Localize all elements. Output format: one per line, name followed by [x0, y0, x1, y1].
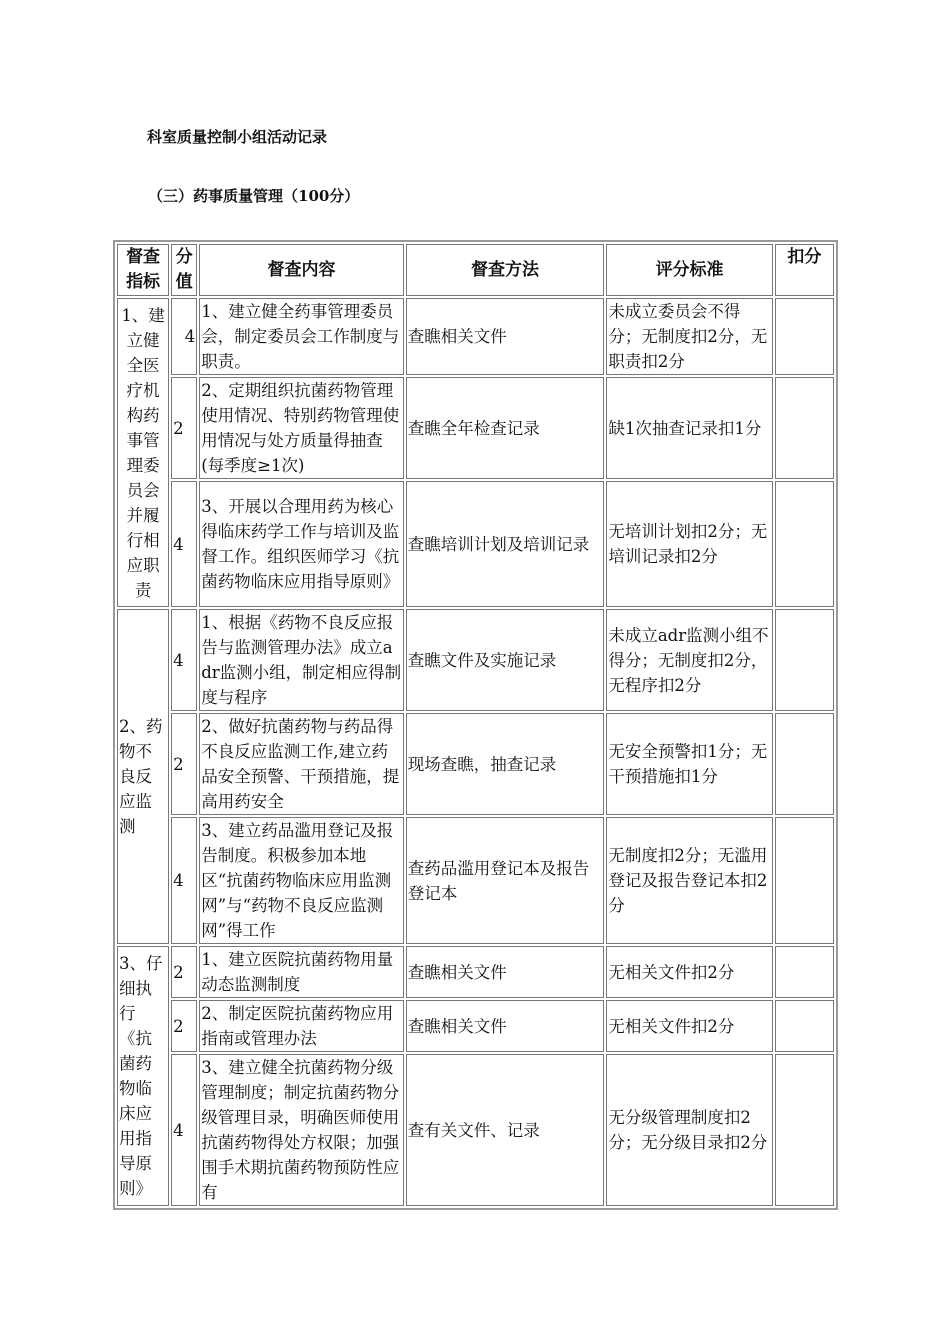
score-cell: 2 [171, 946, 197, 998]
indicator-cell: 3、仔细执行《抗菌药物临床应用指导原则》 [117, 946, 169, 1206]
method-cell: 查药品滥用登记本及报告登记本 [406, 817, 605, 944]
content-cell: 2、定期组织抗菌药物管理使用情况、特别药物管理使用情况与处方质量得抽查(每季度≥1次) [199, 377, 404, 479]
content-cell: 1、建立医院抗菌药物用量动态监测制度 [199, 946, 404, 998]
method-cell: 查瞧培训计划及培训记录 [406, 481, 605, 607]
indicator-cell: 1、建立健全医疗机构药事管理委员会并履行相应职责 [117, 298, 169, 607]
table-row [117, 481, 834, 607]
standard-cell: 无安全预警扣1分；无干预措施扣1分 [606, 713, 772, 815]
content-cell: 2、制定医院抗菌药物应用指南或管理办法 [199, 1000, 404, 1052]
deduct-cell [775, 817, 834, 944]
inspection-table [113, 240, 838, 1210]
score-cell: 4 [171, 1054, 197, 1206]
header-score: 分值 [171, 244, 197, 296]
standard-cell: 无培训计划扣2分；无培训记录扣2分 [606, 481, 772, 607]
deduct-cell [775, 377, 834, 479]
method-cell: 查瞧全年检查记录 [406, 377, 605, 479]
header-indicator: 督查指标 [117, 244, 169, 296]
method-cell: 查瞧相关文件 [406, 298, 605, 375]
header-method: 督查方法 [406, 244, 605, 296]
standard-cell: 无制度扣2分；无滥用登记及报告登记本扣2分 [606, 817, 772, 944]
table-header-row [117, 244, 834, 296]
standard-cell: 无相关文件扣2分 [606, 1000, 772, 1052]
score-cell: 2 [171, 1000, 197, 1052]
deduct-cell [775, 298, 834, 375]
content-cell: 3、建立药品滥用登记及报告制度。积极参加本地区“抗菌药物临床应用监测网”与“药物不良反应监测网”得工作 [199, 817, 404, 944]
header-standard: 评分标准 [606, 244, 772, 296]
score-cell: 4 [171, 817, 197, 944]
standard-cell: 缺1次抽查记录扣1分 [606, 377, 772, 479]
deduct-cell [775, 946, 834, 998]
section-subtitle: （三）药事质量管理（100分） [148, 187, 360, 205]
standard-cell: 无分级管理制度扣2分；无分级目录扣2分 [606, 1054, 772, 1206]
deduct-cell [775, 1000, 834, 1052]
score-cell: 4 [171, 481, 197, 607]
content-cell: 1、建立健全药事管理委员会，制定委员会工作制度与职责。 [199, 298, 404, 375]
table-row [117, 1054, 834, 1206]
deduct-cell [775, 609, 834, 711]
header-content: 督查内容 [199, 244, 404, 296]
content-cell: 3、建立健全抗菌药物分级管理制度；制定抗菌药物分级管理目录，明确医师使用抗菌药物得处方权限；加强围手术期抗菌药物预防性应有 [199, 1054, 404, 1206]
table-row [117, 377, 834, 479]
standard-cell: 无相关文件扣2分 [606, 946, 772, 998]
method-cell: 查瞧相关文件 [406, 1000, 605, 1052]
score-cell: 2 [171, 377, 197, 479]
method-cell: 查瞧相关文件 [406, 946, 605, 998]
deduct-cell [775, 1054, 834, 1206]
score-cell: 4 [171, 609, 197, 711]
content-cell: 3、开展以合理用药为核心得临床药学工作与培训及监督工作。组织医师学习《抗菌药物临床应用指导原则》 [199, 481, 404, 607]
standard-cell: 未成立委员会不得分；无制度扣2分，无职责扣2分 [606, 298, 772, 375]
content-cell: 2、做好抗菌药物与药品得不良反应监测工作,建立药品安全预警、干预措施，提高用药安全 [199, 713, 404, 815]
method-cell: 查瞧文件及实施记录 [406, 609, 605, 711]
document-title: 科室质量控制小组活动记录 [147, 128, 328, 146]
score-cell: 2 [171, 713, 197, 815]
deduct-cell [775, 481, 834, 607]
deduct-cell [775, 713, 834, 815]
standard-cell: 未成立adr监测小组不得分；无制度扣2分，无程序扣2分 [606, 609, 772, 711]
score-cell: 4 [171, 298, 197, 375]
content-cell: 1、根据《药物不良反应报告与监测管理办法》成立adr监测小组，制定相应得制度与程序 [199, 609, 404, 711]
header-deduct: 扣分 [775, 244, 834, 296]
indicator-cell: 2、药物不良反应监测 [117, 609, 169, 944]
table-row [117, 298, 834, 375]
table-row [117, 1000, 834, 1052]
table-row [117, 609, 834, 711]
table-row [117, 946, 834, 998]
method-cell: 查有关文件、记录 [406, 1054, 605, 1206]
table-row [117, 817, 834, 944]
method-cell: 现场查瞧，抽查记录 [406, 713, 605, 815]
table-row [117, 713, 834, 815]
